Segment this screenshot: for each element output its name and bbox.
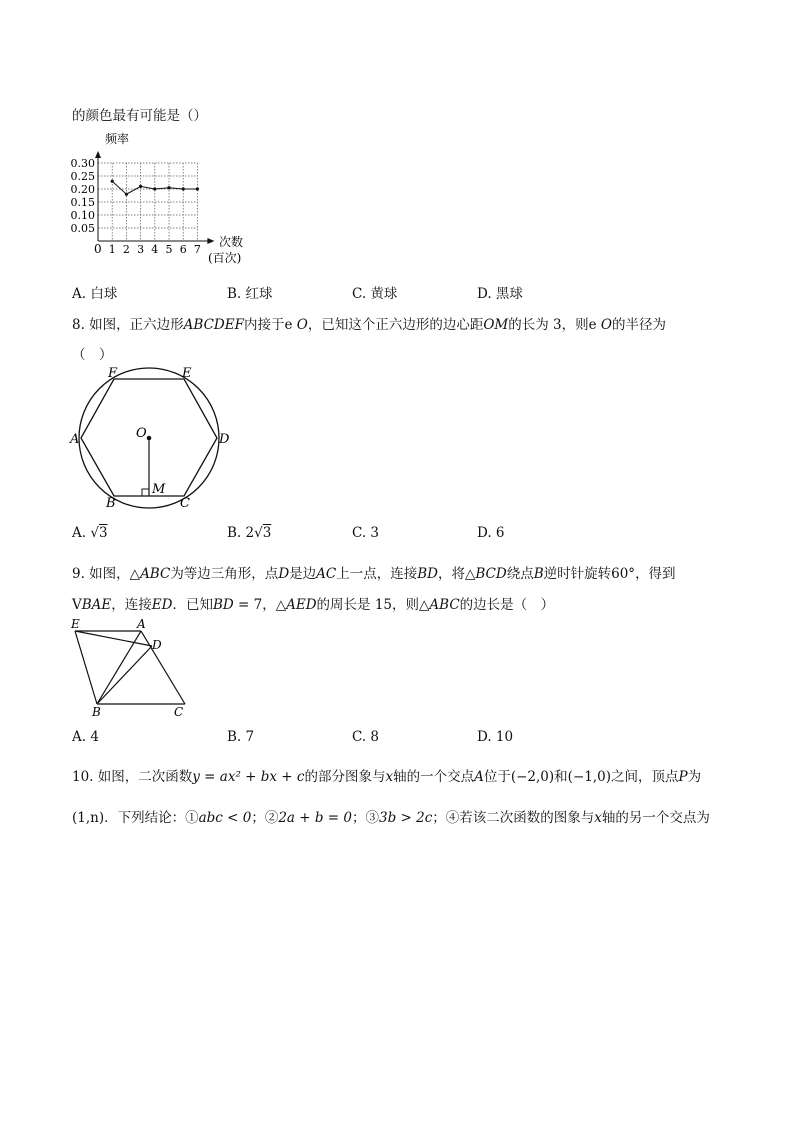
hexagon-circle-figure — [66, 362, 236, 512]
q9-option-d[interactable]: D. 10 — [477, 729, 514, 745]
frequency-line-chart — [60, 128, 250, 270]
x-tick-label: 3 — [137, 243, 145, 256]
q7-stem-tail: 的颜色最有可能是（） — [72, 108, 207, 124]
q9-option-c[interactable]: C. 8 — [352, 729, 380, 745]
x-tick-label: 6 — [179, 243, 187, 256]
x-tick-label: 7 — [193, 243, 201, 256]
hex-label-b: B — [106, 496, 116, 511]
chart-origin: 0 — [94, 242, 102, 256]
hex-label-e: E — [182, 366, 192, 381]
y-axis-arrow — [95, 151, 101, 158]
hex-label-d: D — [219, 432, 230, 447]
frequency-point — [182, 187, 185, 190]
q8-stem-line1: 8. 如图，正六边形ABCDEF内接于e O，已知这个正六边形的边心距OM的长为 3，则e O的半径为 — [72, 317, 666, 333]
frequency-point — [167, 186, 170, 189]
q8-option-d[interactable]: D. 6 — [477, 525, 505, 541]
x-tick-label: 5 — [165, 243, 173, 256]
y-tick-label: 0.10 — [70, 209, 95, 222]
y-tick-label: 0.05 — [70, 222, 95, 235]
triangle-rotation-figure — [66, 614, 196, 720]
frequency-point — [111, 180, 114, 183]
frequency-point — [196, 187, 199, 190]
q7-option-b[interactable]: B. 红球 — [227, 286, 273, 302]
frequency-point — [139, 185, 142, 188]
q9-stem-line1: 9. 如图，△ABC为等边三角形，点D是边AC上一点，连接BD，将△BCD绕点B逆时针旋转60°，得到 — [72, 566, 676, 582]
chart-xunit: (百次) — [208, 251, 242, 265]
q7-option-a[interactable]: A. 白球 — [72, 286, 118, 302]
y-tick-label: 0.15 — [70, 196, 95, 209]
x-tick-label: 2 — [122, 243, 130, 256]
q8-option-c[interactable]: C. 3 — [352, 525, 380, 541]
hex-label-o: O — [136, 426, 147, 441]
q8-stem-line2: （ ） — [72, 347, 113, 363]
q7-option-c[interactable]: C. 黄球 — [352, 286, 398, 302]
q8-option-b[interactable]: B. 2√3 — [227, 525, 272, 541]
x-axis-arrow — [207, 238, 214, 244]
hex-label-a: A — [70, 432, 80, 447]
tri-label-e: E — [71, 617, 80, 631]
y-tick-label: 0.20 — [70, 183, 95, 196]
y-tick-label: 0.30 — [70, 157, 95, 170]
x-tick-label: 1 — [108, 243, 116, 256]
q9-option-a[interactable]: A. 4 — [72, 729, 99, 745]
tri-label-a: A — [137, 617, 146, 631]
hex-label-m: M — [152, 482, 166, 497]
chart-xlabel: 次数 — [219, 235, 244, 249]
hex-label-c: C — [180, 496, 190, 511]
chart-grid — [98, 163, 197, 241]
q9-option-b[interactable]: B. 7 — [227, 729, 255, 745]
frequency-point — [153, 187, 156, 190]
hex-label-f: F — [108, 366, 118, 381]
q8-option-a[interactable]: A. √3 — [72, 525, 108, 541]
frequency-point — [125, 193, 128, 196]
tri-label-c: C — [174, 705, 184, 719]
tri-label-b: B — [92, 705, 101, 719]
x-tick-label: 4 — [151, 243, 159, 256]
y-tick-label: 0.25 — [70, 170, 95, 183]
q10-stem-line2: (1,n)．下列结论：①abc < 0；②2a + b = 0；③3b > 2c；④若该二次函数的图象与x轴的另一个交点为 — [72, 810, 710, 826]
q9-stem-line2: VBAE，连接ED．已知BD = 7，△AED的周长是 15，则△ABC的边长是（ ） — [72, 597, 555, 613]
chart-ylabel: 频率 — [105, 132, 130, 146]
q7-option-d[interactable]: D. 黑球 — [477, 286, 523, 302]
q10-stem-line1: 10. 如图，二次函数y = ax² + bx + c的部分图象与x轴的一个交点A位于(−2,0)和(−1,0)之间，顶点P为 — [72, 769, 702, 785]
tri-label-d: D — [152, 638, 162, 652]
